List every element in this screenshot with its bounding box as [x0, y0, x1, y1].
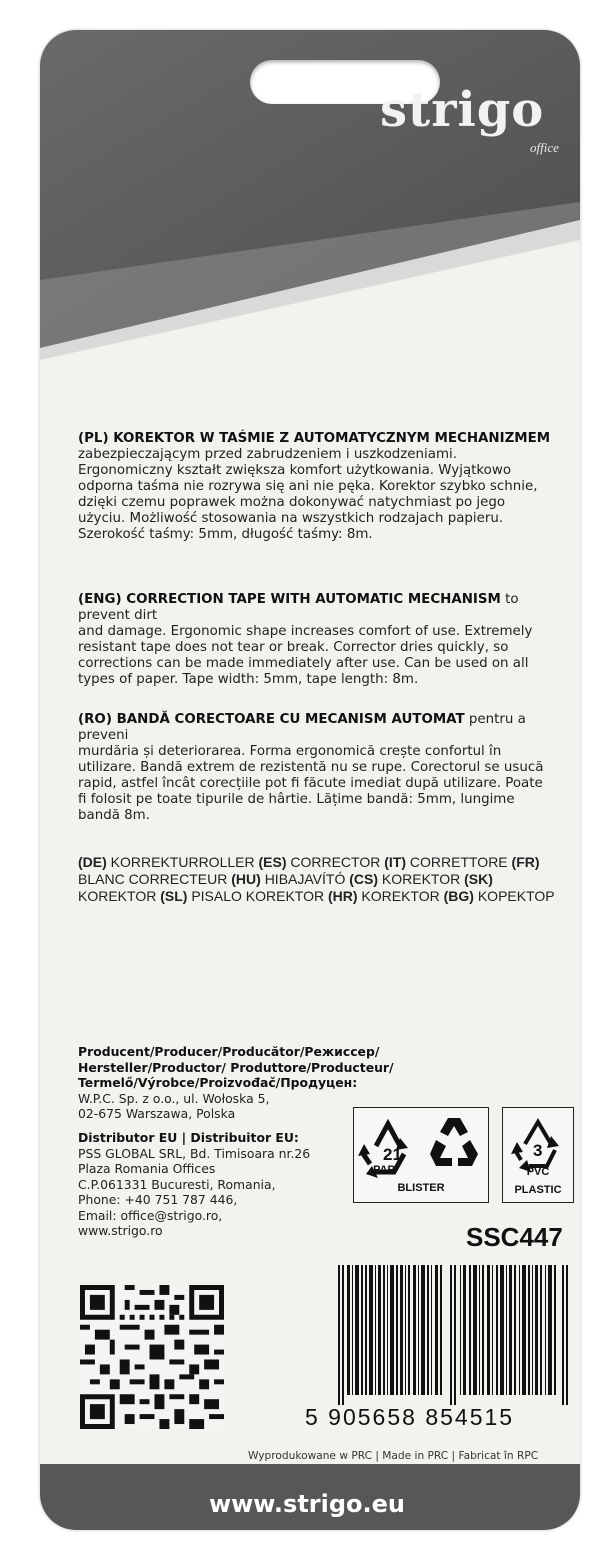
description-ro-line: pentru a preveni [78, 712, 526, 743]
language-name: KOPEKTOP [477, 888, 555, 904]
barcode-digits: 5 905658 854515 [305, 1404, 515, 1430]
language-code: (SL) [160, 888, 188, 904]
brand-logo [380, 82, 580, 172]
language-name: KOREKTOR [361, 888, 440, 904]
description-ro-line: utilizare. Bandă extrem de rezistentă nu se rupe. Corectorul se usucă [78, 760, 544, 775]
description-eng-line: corrections can be made immediately after use. Can be used on all [78, 656, 529, 671]
recycle-icon [424, 1114, 484, 1184]
description-pl-heading: (PL) KOREKTOR W TAŚMIE Z AUTOMATYCZNYM MECHANIZMEM [78, 431, 551, 446]
brand-name: strigo [380, 82, 545, 138]
description-eng-heading: (ENG) CORRECTION TAPE WITH AUTOMATIC MECHANISM [78, 592, 501, 607]
language-code: (FR) [511, 854, 540, 870]
language-name: CORRECTOR [290, 854, 381, 870]
distributor-line: www.strigo.ro [78, 1223, 163, 1238]
language-name: PISALO KOREKTOR [191, 888, 325, 904]
description-ro [78, 712, 558, 824]
description-eng-line: types of paper. Tape width: 5mm, tape length: 8m. [78, 672, 419, 687]
description-pl-line: odporna taśma nie rozrywa się ani nie pęka. Korektor szybko schnie, [78, 479, 538, 494]
language-code: (HU) [231, 871, 261, 887]
barcode [336, 1265, 576, 1405]
language-name: HIBAJAVÍTÓ [264, 871, 346, 887]
description-ro-line: fi folosit pe toate tipurile de hârtie. Lățime bandă: 5mm, lungime [78, 792, 515, 807]
website-url: www.strigo.eu [208, 1490, 406, 1518]
description-pl-line: użyciu. Możliwość stosowania na wszystkich rodzajach papieru. [78, 511, 504, 526]
paper-label: PAP [373, 1164, 395, 1176]
pvc-label: PVC [526, 1166, 550, 1178]
description-eng [78, 592, 558, 688]
description-pl [78, 431, 558, 543]
qr-code [80, 1285, 224, 1429]
language-code: (DE) [78, 854, 107, 870]
language-name: BLANC CORRECTEUR [78, 871, 228, 887]
language-code: (IT) [384, 854, 406, 870]
producer-heading: Termelő/Výrobce/Proizvođač/Продуцен: [78, 1075, 358, 1090]
language-name: KOREKTOR [78, 888, 157, 904]
language-code: (HR) [327, 888, 358, 904]
pvc-number: 3 [533, 1141, 543, 1160]
blister-recycling-box [353, 1107, 489, 1203]
language-code: (SK) [464, 871, 493, 887]
producer-address: 02-675 Warszawa, Polska [78, 1106, 236, 1121]
pvc-recycle-icon [503, 1108, 573, 1172]
distributor-line: Phone: +40 751 787 446, [78, 1192, 238, 1207]
plastic-label: PLASTIC [514, 1184, 562, 1196]
description-pl-line: dzięki czemu poprawek można dokonywać natychmiast po jego [78, 495, 506, 510]
description-ro-line: bandă 8m. [78, 808, 150, 823]
distributor-line: C.P.061331 Bucuresti, Romania, [78, 1176, 276, 1192]
description-ro-line: rapid, astfel încât corecțiile pot fi făcute imediat după utilizare. Poate [78, 776, 543, 791]
language-name: KORREKTURROLLER [110, 854, 255, 870]
language-code: (ES) [258, 854, 287, 870]
language-list [78, 854, 558, 905]
producer-address: W.P.C. Sp. z o.o., ul. Wołoska 5, [78, 1090, 270, 1106]
language-code: (BG) [443, 888, 474, 904]
made-in-text: Wyprodukowane w PRC | Made in PRC | Fabricat în RPC [248, 1450, 539, 1462]
distributor-line: PSS GLOBAL SRL, Bd. Timisoara nr.26 [78, 1145, 311, 1161]
description-pl-line: zabezpieczającym przed zabrudzeniem i uszkodzeniami. [78, 447, 457, 462]
paper-number: 21 [383, 1145, 402, 1164]
description-pl-line: Ergonomiczny kształt zwiększa komfort użytkowania. Wyjątkowo [78, 463, 512, 478]
description-ro-heading: (RO) BANDĂ CORECTOARE CU MECANISM AUTOMAT [78, 712, 465, 727]
distributor-line: Plaza Romania Offices [78, 1161, 216, 1176]
language-name: CORRETTORE [409, 854, 508, 870]
description-eng-line: and damage. Ergonomic shape increases comfort of use. Extremely [78, 624, 533, 639]
distributor-block [78, 1130, 338, 1239]
brand-tagline: office [530, 140, 559, 155]
description-eng-line: resistant tape does not tear or break. Corrector dries quickly, so [78, 640, 509, 655]
blister-label: BLISTER [397, 1182, 445, 1194]
distributor-line: Email: office@strigo.ro, [78, 1207, 223, 1223]
language-name: KOREKTOR [381, 871, 461, 887]
description-ro-line: murdăria și deteriorarea. Forma ergonomică crește confortul în [78, 744, 502, 759]
producer-heading: Producent/Producer/Producător/Режиссер/ [78, 1044, 380, 1059]
producer-heading: Hersteller/Productor/ Produttore/Producteur/ [78, 1059, 394, 1075]
language-code: (CS) [349, 871, 379, 887]
distributor-heading: Distributor EU | Distribuitor EU: [78, 1130, 299, 1145]
pvc-recycling-box [502, 1107, 574, 1203]
product-code: SSC447 [466, 1222, 563, 1252]
description-eng-line: to prevent dirt [78, 592, 519, 623]
description-pl-line: Szerokość taśmy: 5mm, długość taśmy: 8m. [78, 527, 373, 542]
